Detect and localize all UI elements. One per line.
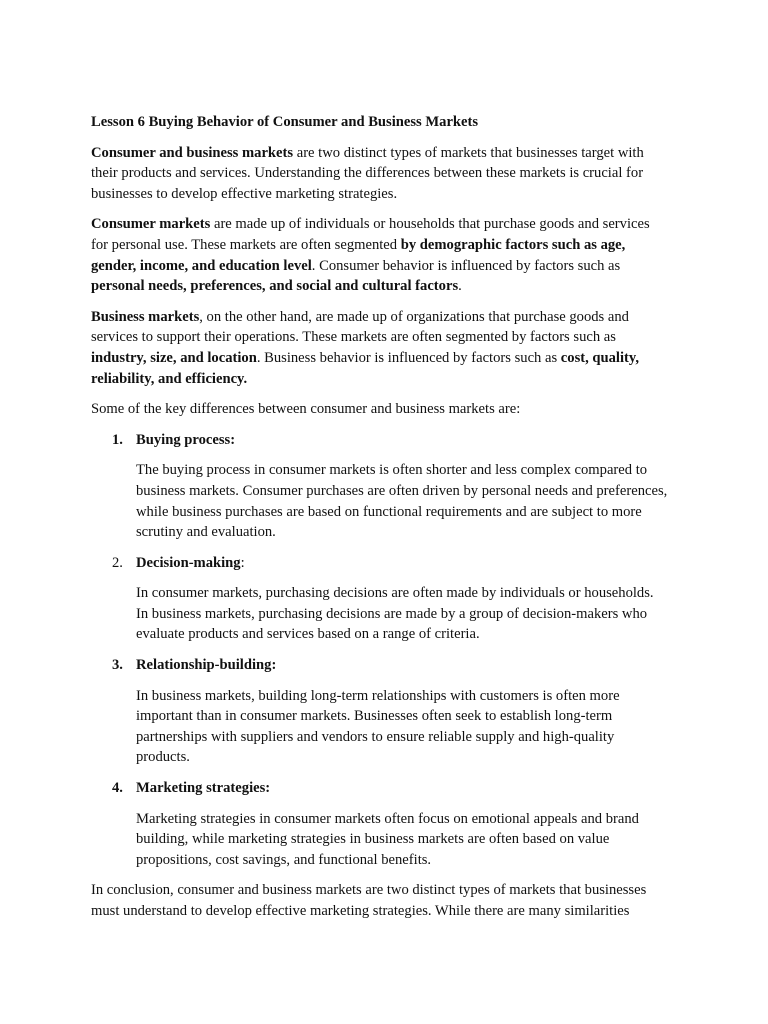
paragraph-intro bbox=[91, 143, 668, 205]
bold-phrase: cost, quality, reliability, and efficiency. bbox=[91, 349, 640, 387]
list-item-body: In consumer markets, purchasing decisions are often made by individuals or households. In business markets, purchasing decisions are made by a group of decision-makers who evaluate products and services based on a range of criteria. bbox=[136, 585, 654, 643]
list-item bbox=[91, 655, 668, 768]
list-item-body: In business markets, building long-term relationships with customers is often more important than in consumer markets. Businesses often seek to establish long-term partnerships with suppliers and vendors to ensure reliable supply and high-quality products. bbox=[136, 687, 620, 766]
list-item-heading: Relationship-building: bbox=[136, 657, 277, 674]
list-item-header bbox=[112, 553, 668, 574]
list-item-header bbox=[112, 778, 668, 799]
list-intro: Some of the key differences between consumer and business markets are: bbox=[91, 401, 521, 418]
paragraph-consumer-markets bbox=[91, 214, 668, 296]
paragraph-text: . Business behavior is influenced by factors such as bbox=[256, 349, 561, 366]
list-number: 3. bbox=[112, 657, 123, 674]
list-item-body: The buying process in consumer markets is often shorter and less complex compared to business markets. Consumer purchases are often driven by personal needs and preferences, while business purchases are based on functional requirements and are subject to more scrutiny and evaluation. bbox=[136, 462, 668, 541]
paragraph-text: . bbox=[458, 278, 462, 295]
list-item-header bbox=[112, 655, 668, 676]
paragraph-text: are two distinct types of markets that businesses target with their products and services. Understanding the differences between these markets is crucial for businesses to develop effective marketing strategies. bbox=[91, 144, 644, 202]
list-number: 1. bbox=[112, 431, 123, 448]
paragraph-business-markets bbox=[91, 307, 668, 389]
bold-phrase: industry, size, and location bbox=[91, 349, 257, 366]
paragraph-conclusion: In conclusion, consumer and business markets are two distinct types of markets that businesses must understand to develop effective marketing strategies. While there are many similarities bbox=[91, 882, 647, 919]
list-number: 4. bbox=[112, 780, 123, 797]
bold-phrase: Consumer and business markets bbox=[91, 144, 294, 161]
list-item-heading: Buying process: bbox=[136, 431, 236, 448]
list-item-body: Marketing strategies in consumer markets often focus on emotional appeals and brand building, while marketing strategies in business markets are often based on value propositions, cost savings, and functional benefits. bbox=[136, 810, 639, 868]
list-item-heading-suffix: : bbox=[240, 554, 245, 571]
list-item bbox=[91, 553, 668, 645]
differences-list bbox=[91, 430, 668, 871]
bold-phrase: by demographic factors such as age, gender, income, and education level bbox=[91, 236, 626, 274]
paragraph-text: are made up of individuals or households that purchase goods and services for personal use. These markets are often segmented bbox=[91, 216, 650, 253]
list-item-heading: Decision-making bbox=[136, 554, 241, 571]
list-number: 2. bbox=[112, 554, 123, 571]
paragraph-text: . Consumer behavior is influenced by factors such as bbox=[311, 257, 621, 274]
list-item bbox=[91, 430, 668, 543]
list-item bbox=[91, 778, 668, 870]
bold-phrase: Business markets bbox=[91, 308, 200, 325]
bold-phrase: Consumer markets bbox=[91, 216, 211, 233]
bold-phrase: personal needs, preferences, and social and cultural factors bbox=[91, 278, 459, 295]
lesson-title: Lesson 6 Buying Behavior of Consumer and Business Markets bbox=[91, 114, 479, 130]
list-item-heading: Marketing strategies: bbox=[136, 780, 271, 797]
list-item-header bbox=[112, 430, 668, 451]
paragraph-text: , on the other hand, are made up of organizations that purchase goods and services to support their operations. These markets are often segmented by factors such as bbox=[91, 308, 629, 346]
